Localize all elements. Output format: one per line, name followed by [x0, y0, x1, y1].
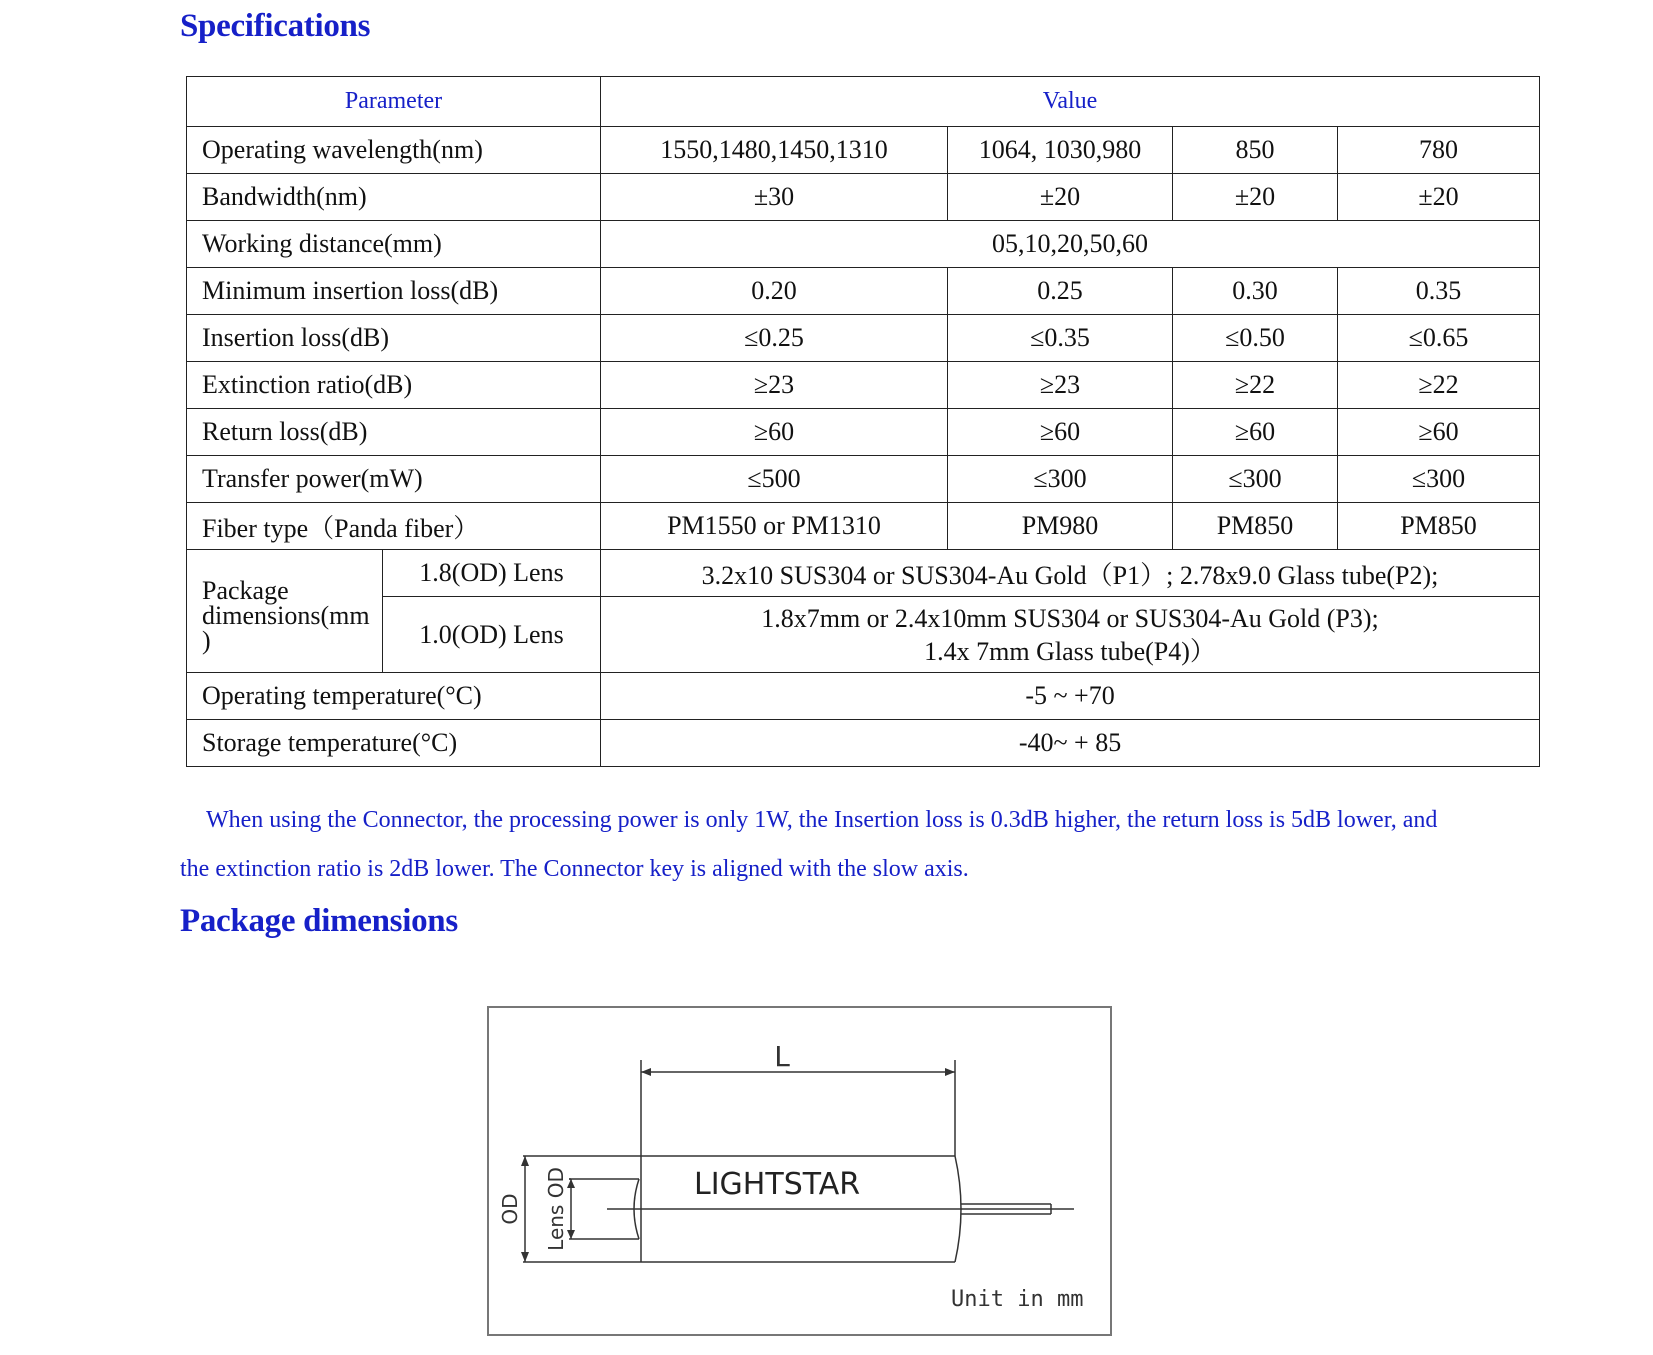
value-cell: ≤0.65	[1338, 315, 1540, 362]
value-cell: 1550,1480,1450,1310	[601, 127, 948, 174]
value-cell: ≤0.25	[601, 315, 948, 362]
unit-label: Unit in mm	[951, 1287, 1084, 1312]
value-cell: ≥60	[601, 409, 948, 456]
package-dimensions-heading: Package dimensions	[180, 903, 458, 939]
param-label: Minimum insertion loss(dB)	[187, 268, 601, 315]
lens-10-label: 1.0(OD) Lens	[383, 597, 601, 673]
param-label: Extinction ratio(dB)	[187, 362, 601, 409]
value-cell: 0.30	[1173, 268, 1338, 315]
specifications-table	[186, 76, 1540, 767]
value-cell: 0.35	[1338, 268, 1540, 315]
lens-od-label: Lens OD	[544, 1167, 568, 1251]
param-label: Fiber type（Panda fiber）	[187, 503, 601, 550]
package-dimensions-label	[187, 550, 383, 673]
value-cell: ≥23	[601, 362, 948, 409]
table-row	[187, 673, 1540, 720]
od-label: OD	[498, 1193, 522, 1225]
arrowhead	[641, 1068, 651, 1076]
value-cell: ≥22	[1338, 362, 1540, 409]
value-cell: ≥60	[1173, 409, 1338, 456]
value-cell: ≥23	[948, 362, 1173, 409]
table-row	[187, 268, 1540, 315]
value-cell: 05,10,20,50,60	[601, 221, 1540, 268]
value-cell: ±20	[948, 174, 1173, 221]
table-row	[187, 456, 1540, 503]
table-row	[187, 550, 1540, 597]
table-row	[187, 315, 1540, 362]
value-cell: 780	[1338, 127, 1540, 174]
arrowhead	[521, 1252, 529, 1262]
table-row	[187, 127, 1540, 174]
param-label: Working distance(mm)	[187, 221, 601, 268]
arrowhead	[567, 1179, 575, 1188]
drawing-svg	[489, 1008, 1110, 1334]
lens-18-label: 1.8(OD) Lens	[383, 550, 601, 597]
specifications-heading: Specifications	[180, 8, 371, 44]
value-cell: PM980	[948, 503, 1173, 550]
param-label: Transfer power(mW)	[187, 456, 601, 503]
value-cell: 1064, 1030,980	[948, 127, 1173, 174]
param-label: Storage temperature(°C)	[187, 720, 601, 767]
table-row	[187, 362, 1540, 409]
param-label: Insertion loss(dB)	[187, 315, 601, 362]
arrowhead	[567, 1230, 575, 1239]
value-cell: ≤300	[948, 456, 1173, 503]
arrowhead	[521, 1156, 529, 1166]
value-cell: ≤500	[601, 456, 948, 503]
value-cell: 1.8x7mm or 2.4x10mm SUS304 or SUS304-Au Gold (P3); 1.4x 7mm Glass tube(P4)）	[601, 597, 1540, 673]
value-cell: 0.25	[948, 268, 1173, 315]
value-cell: ≤300	[1338, 456, 1540, 503]
arrowhead	[945, 1068, 955, 1076]
value-cell: ≤300	[1173, 456, 1338, 503]
value-cell: ≤0.35	[948, 315, 1173, 362]
connector-note-line-2: the extinction ratio is 2dB lower. The Connector key is aligned with the slow axis.	[180, 856, 969, 882]
header-parameter: Parameter	[187, 77, 601, 127]
value-cell: -40~ + 85	[601, 720, 1540, 767]
value-cell: ≤0.50	[1173, 315, 1338, 362]
value-cell: ≥60	[948, 409, 1173, 456]
value-cell: 850	[1173, 127, 1338, 174]
dimension-label-L: L	[774, 1040, 790, 1073]
package-dimension-drawing	[487, 1006, 1112, 1336]
param-label: Operating temperature(°C)	[187, 673, 601, 720]
table-row	[187, 597, 1540, 673]
value-cell: PM850	[1338, 503, 1540, 550]
brand-label: LIGHTSTAR	[694, 1167, 861, 1202]
value-cell: PM1550 or PM1310	[601, 503, 948, 550]
value-cell: 0.20	[601, 268, 948, 315]
value-cell: PM850	[1173, 503, 1338, 550]
table-row	[187, 221, 1540, 268]
header-value: Value	[601, 77, 1540, 127]
value-cell: 3.2x10 SUS304 or SUS304-Au Gold（P1）; 2.78x9.0 Glass tube(P2);	[601, 550, 1540, 597]
connector-note-line-1: When using the Connector, the processing power is only 1W, the Insertion loss is 0.3dB higher, the return loss is 5dB lower, and	[206, 807, 1438, 833]
table-row	[187, 174, 1540, 221]
table-row	[187, 409, 1540, 456]
value-cell: ≥22	[1173, 362, 1338, 409]
param-label: Bandwidth(nm)	[187, 174, 601, 221]
param-label: Return loss(dB)	[187, 409, 601, 456]
value-cell: ±20	[1173, 174, 1338, 221]
param-label: Operating wavelength(nm)	[187, 127, 601, 174]
table-row	[187, 720, 1540, 767]
table-row	[187, 503, 1540, 550]
value-cell: -5 ~ +70	[601, 673, 1540, 720]
table-header-row	[187, 77, 1540, 127]
package-label-text: Package dimensions(mm )	[202, 575, 370, 655]
value-cell: ±30	[601, 174, 948, 221]
value-cell: ≥60	[1338, 409, 1540, 456]
value-cell: ±20	[1338, 174, 1540, 221]
